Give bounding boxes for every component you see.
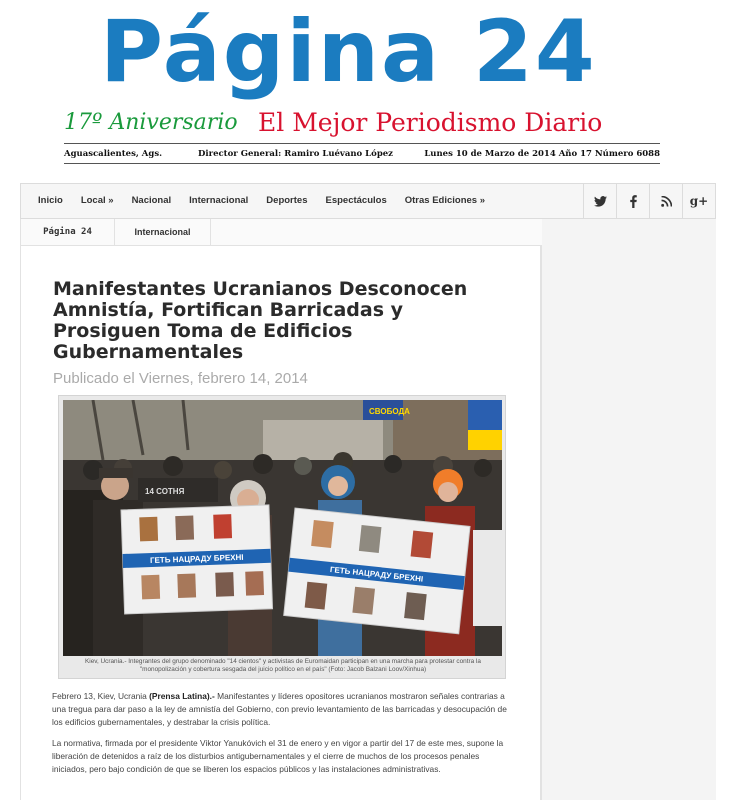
social-links	[583, 184, 715, 218]
article-title: Manifestantes Ucranianos Desconocen Amnistía, Fortifican Barricadas y Prosiguen Toma de Edificios Gubernamentales	[53, 278, 468, 363]
breadcrumb-home[interactable]: Página 24	[21, 219, 115, 245]
twitter-icon[interactable]	[583, 184, 616, 218]
protest-photo	[63, 400, 502, 656]
article-photo	[58, 395, 506, 679]
masthead-rule-bottom	[64, 163, 660, 164]
nav-item-espectaculos[interactable]: Espectáculos	[325, 195, 387, 206]
masthead	[0, 0, 729, 175]
photo-flag-text: СВОБОДА	[369, 407, 410, 416]
article-body	[52, 690, 514, 784]
photo-caption: Kiev, Ucrania.- Integrantes del grupo denominado "14 cientos" y activistas de Euromaidan participan en una marcha para protestar contra la "monopolización y cobertura sesgada del juicio político en el país" (Foto: Jacob Balzani Loov/Xinhua)	[85, 658, 481, 673]
nav-item-inicio[interactable]: Inicio	[38, 195, 63, 206]
sidebar	[541, 219, 716, 800]
edition-director: Director General: Ramiro Luévano López	[198, 149, 394, 159]
motto-tagline: El Mejor Periodismo Diario	[258, 108, 603, 137]
published-date: Publicado el Viernes, febrero 14, 2014	[53, 370, 308, 387]
nav-menu	[21, 184, 494, 218]
facebook-icon[interactable]	[616, 184, 649, 218]
breadcrumb-section[interactable]: Internacional	[115, 219, 211, 245]
nav-item-internacional[interactable]: Internacional	[189, 195, 249, 206]
article-paragraph-2: La normativa, firmada por el presidente Viktor Yanukóvich el 31 de enero y en vigor a partir del 17 de este mes, supone la liberación de detenidos a raíz de los disturbios antigubernamentales y el cierre de muchos de los procesos penales iniciados, pero bajo condición de que se liberen los espacios públicos y las instalaciones administrativas.	[52, 738, 504, 774]
nav-item-otras-ediciones[interactable]: Otras Ediciones »	[404, 195, 485, 206]
anniversary-tagline: 17º Aniversario	[64, 110, 238, 135]
breadcrumb	[21, 219, 542, 246]
edition-info-line	[64, 148, 660, 162]
nav-item-local[interactable]: Local »	[80, 195, 114, 206]
source-prensa-latina: (Prensa Latina).-	[149, 691, 215, 701]
photo-sign-14: 14 СОТНЯ	[145, 487, 185, 496]
nav-item-deportes[interactable]: Deportes	[266, 195, 308, 206]
main-navigation	[20, 183, 716, 219]
article-container	[20, 219, 541, 800]
site-logo[interactable]: Página 24	[100, 2, 597, 102]
photo-banner-left: ГЕТЬ НАЦРАДУ БРЕХНІ	[149, 552, 244, 566]
rss-icon[interactable]	[649, 184, 682, 218]
edition-city: Aguascalientes, Ags.	[64, 149, 163, 159]
edition-date: Lunes 10 de Marzo de 2014 Año 17 Número 6088	[424, 149, 660, 159]
nav-item-nacional[interactable]: Nacional	[131, 195, 172, 206]
masthead-rule-top	[64, 143, 660, 144]
photo-banner-right: ГЕТЬ НАЦРАДУ БРЕХНІ	[329, 565, 424, 584]
google-plus-icon[interactable]: g+	[682, 184, 715, 218]
article-paragraph-1: Febrero 13, Kiev, Ucrania (Prensa Latina).- Manifestantes y líderes opositores ucranianos mostraron señales contrarias a una tregua para dar paso a la ley de amnistía del Gobierno, con previo levantamiento de las barricadas y desocupación de los edificios gubernamentales, y destrabar la crisis política.	[52, 691, 507, 727]
